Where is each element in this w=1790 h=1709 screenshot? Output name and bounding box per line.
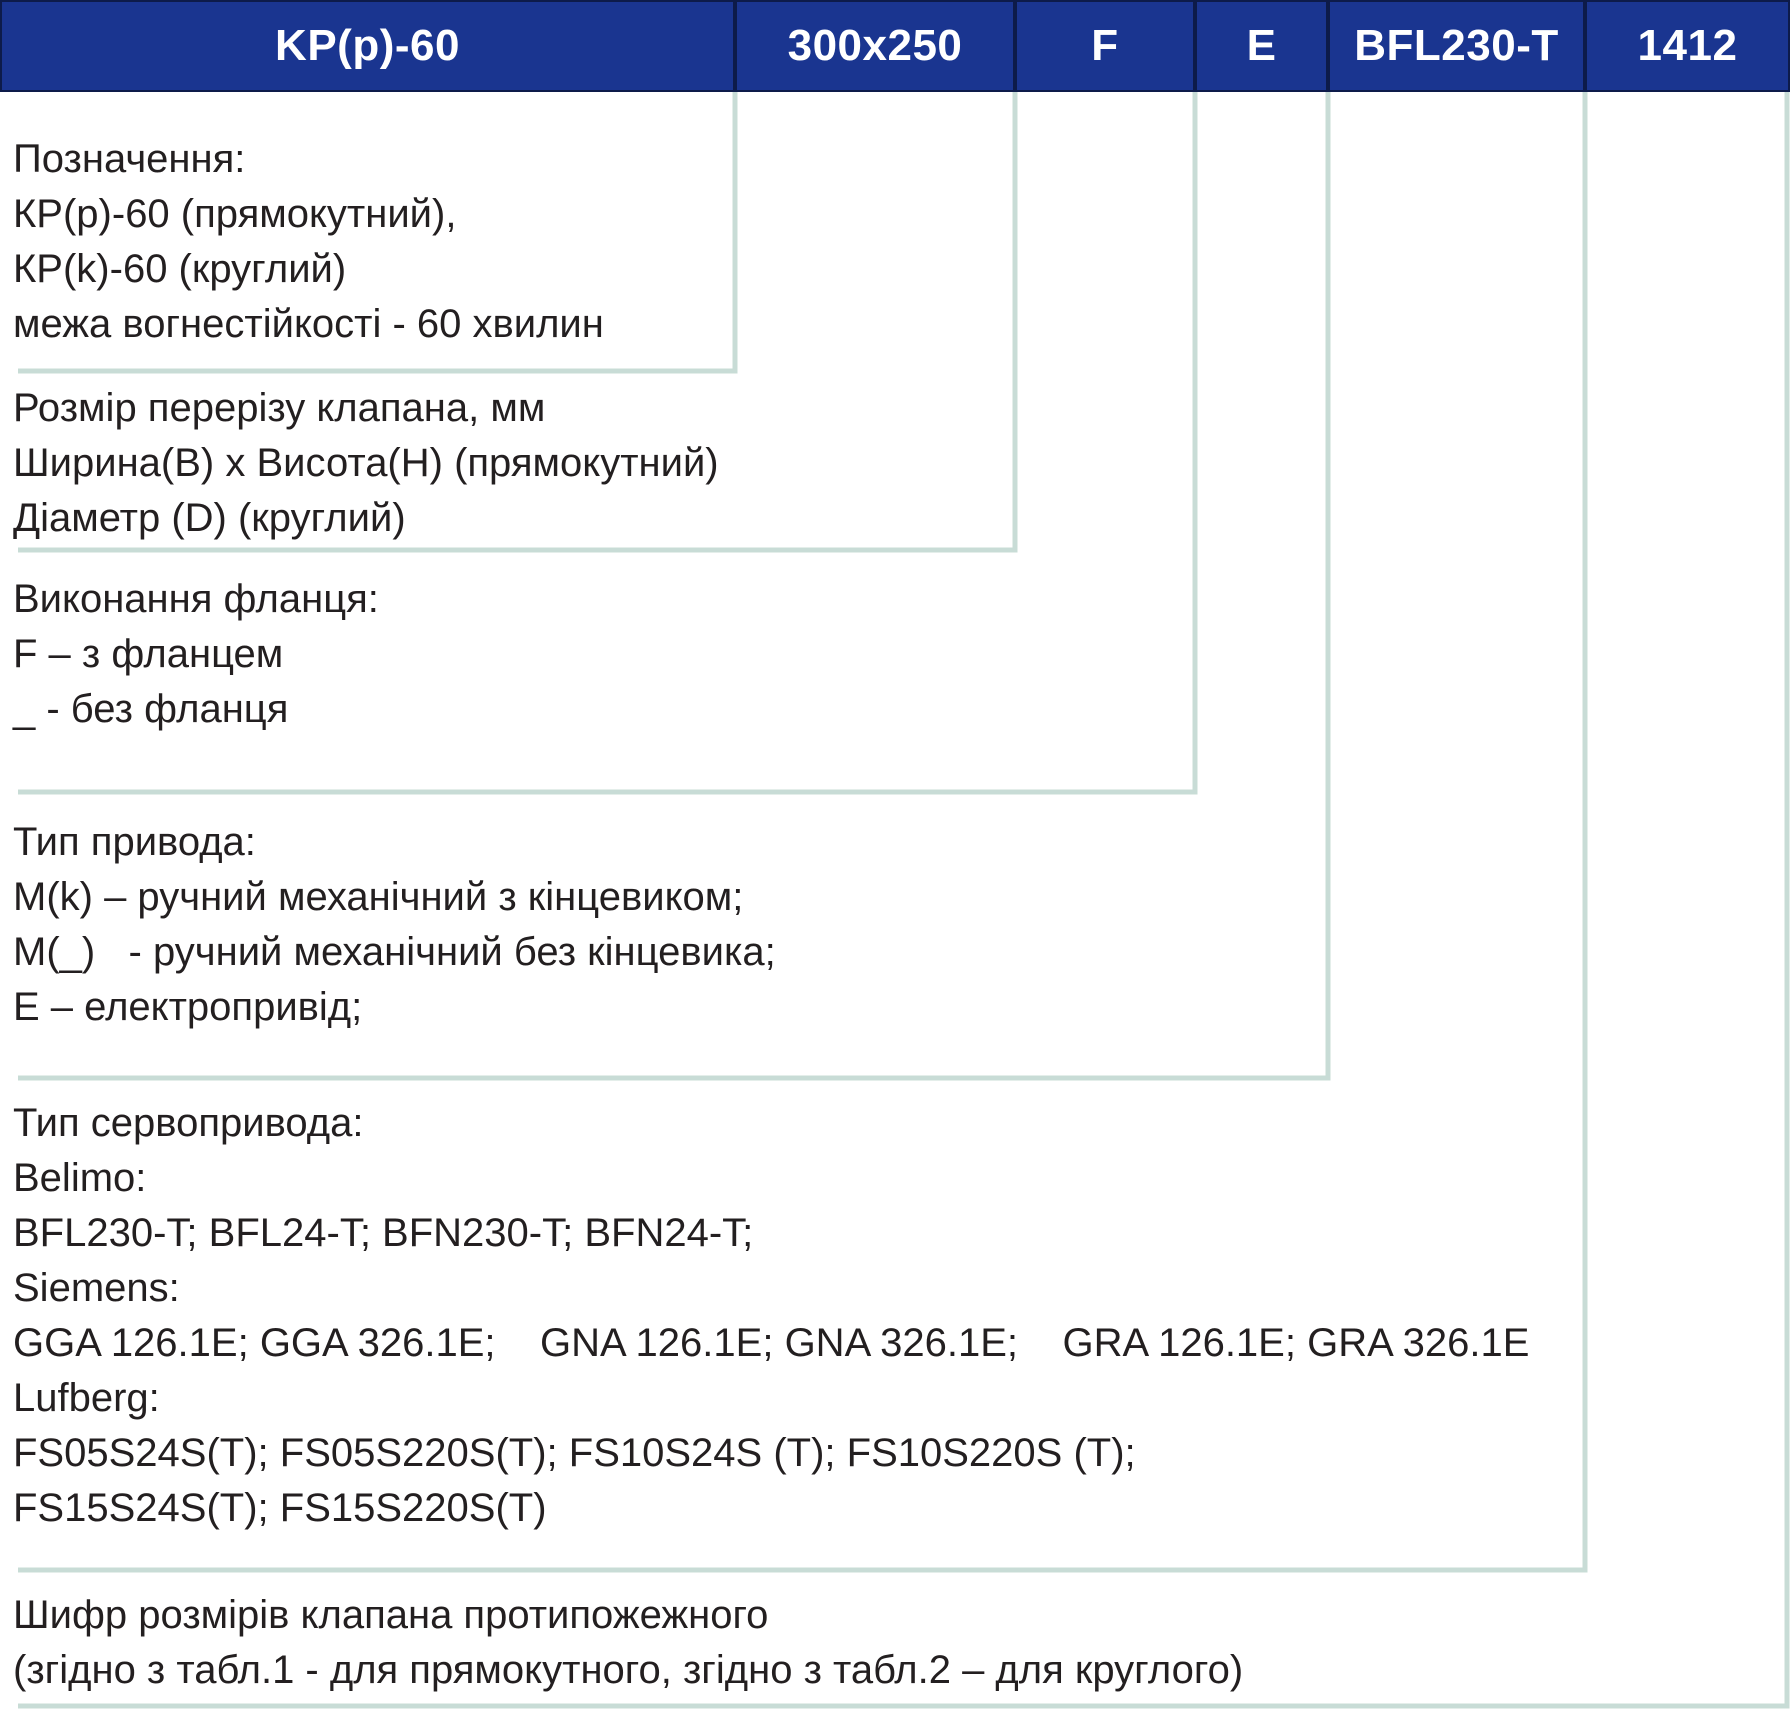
section-line: Розмір перерізу клапана, мм: [13, 386, 546, 430]
section-line: Е – електропривід;: [13, 985, 363, 1029]
code-size: 300x250: [787, 21, 963, 70]
section-line: Тип сервопривода:: [13, 1101, 364, 1145]
section-servo: [13, 1096, 1529, 1536]
section-line: КР(k)-60 (круглий): [13, 247, 347, 291]
section-drive: [13, 815, 776, 1035]
code-drive: E: [1246, 21, 1277, 70]
code-flange: F: [1091, 21, 1119, 70]
section-line: Шифр розмірів клапана протипожежного: [13, 1593, 769, 1637]
section-line: F – з фланцем: [13, 632, 284, 676]
section-line: КР(р)-60 (прямокутний),: [13, 192, 457, 236]
section-line: Ширина(В) х Висота(Н) (прямокутний): [13, 441, 719, 485]
section-line: _ - без фланця: [13, 687, 289, 731]
section-line: М(k) – ручний механічний з кінцевиком;: [13, 875, 744, 919]
section-line: FS15S24S(T); FS15S220S(T): [13, 1486, 547, 1530]
section-flange: [13, 572, 379, 737]
section-line: Позначення:: [13, 137, 246, 181]
section-line: Belimo:: [13, 1156, 147, 1200]
section-size-cipher: [13, 1588, 1243, 1698]
code-size-cipher: 1412: [1637, 21, 1738, 70]
section-line: FS05S24S(T); FS05S220S(T); FS10S24S (T); FS10S220S (T);: [13, 1431, 1136, 1475]
section-line: GGA 126.1E; GGA 326.1E; GNA 126.1E; GNA 326.1E; GRA 126.1E; GRA 326.1E: [13, 1321, 1530, 1365]
code-servo: BFL230-T: [1354, 21, 1559, 70]
code-designation: KP(p)-60: [275, 21, 460, 70]
section-designation: [13, 132, 604, 352]
section-line: межа вогнестійкості - 60 хвилин: [13, 302, 604, 346]
section-line: Тип привода:: [13, 820, 256, 864]
section-line: Lufberg:: [13, 1376, 160, 1420]
section-line: BFL230-T; BFL24-T; BFN230-T; BFN24-T;: [13, 1211, 754, 1255]
section-line: Діаметр (D) (круглий): [13, 496, 406, 540]
section-size: [13, 381, 719, 546]
section-line: Siemens:: [13, 1266, 180, 1310]
section-line: Виконання фланця:: [13, 577, 379, 621]
section-line: (згідно з табл.1 - для прямокутного, згідно з табл.2 – для круглого): [13, 1648, 1244, 1692]
section-line: М(_) - ручний механічний без кінцевика;: [13, 930, 776, 974]
